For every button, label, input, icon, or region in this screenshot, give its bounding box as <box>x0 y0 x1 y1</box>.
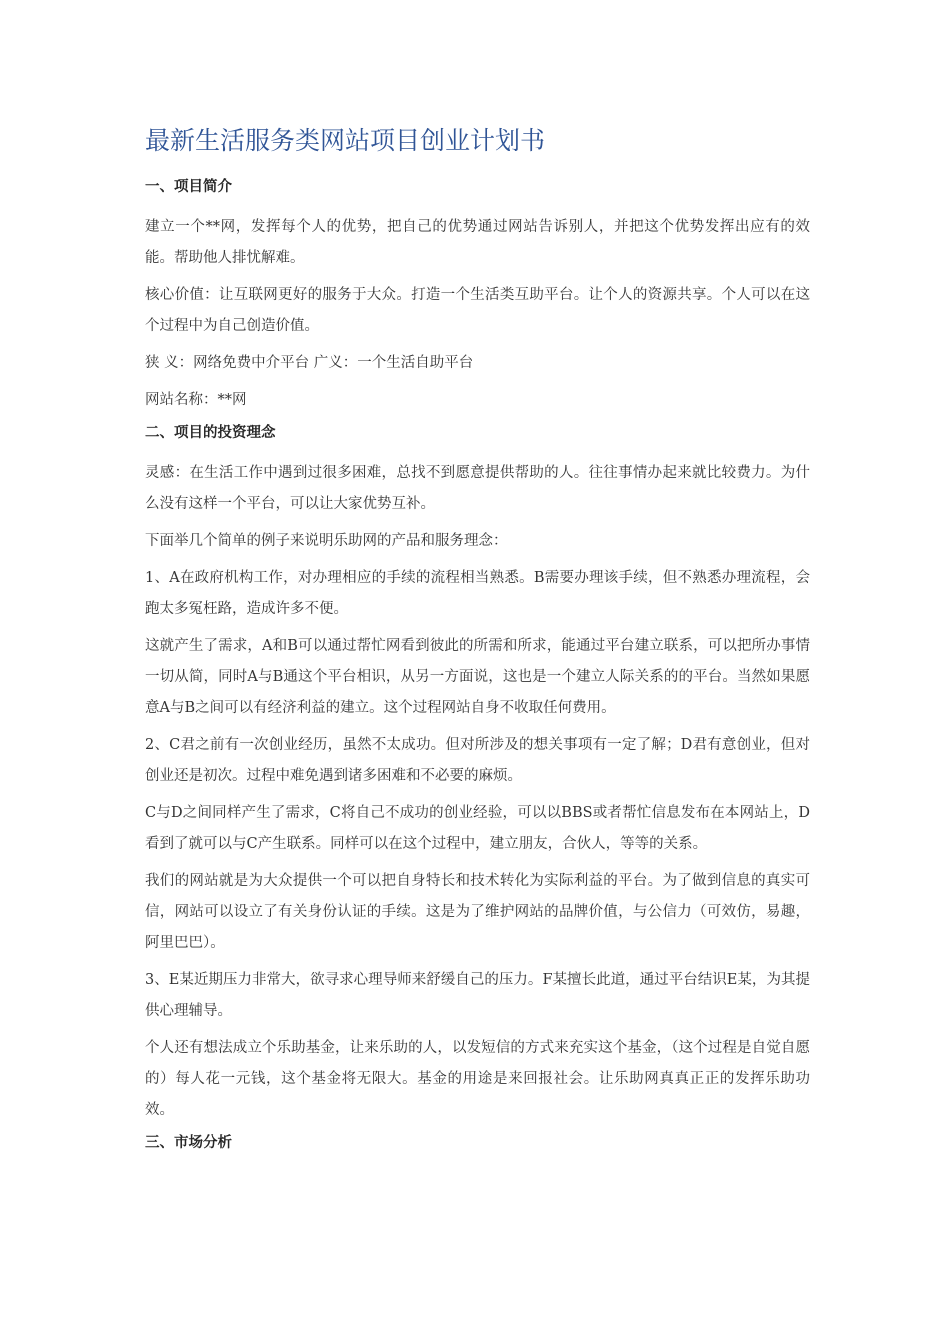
paragraph: 网站名称：**网 <box>145 392 247 408</box>
paragraph: 个人还有想法成立个乐助基金，让来乐助的人，以发短信的方式来充实这个基金，（这个过程是自觉自愿的）每人花一元钱，这个基金将无限大。基金的用途是来回报社会。让乐助网真真正正的发挥乐助功效。 <box>145 1040 810 1118</box>
paragraph: C与D之间同样产生了需求，C将自己不成功的创业经验，可以以BBS或者帮忙信息发布在本网站上，D看到了就可以与C产生联系。同样可以在这个过程中，建立朋友，合伙人，等等的关系。 <box>145 805 810 852</box>
paragraph: 1、A在政府机构工作，对办理相应的手续的流程相当熟悉。B需要办理该手续，但不熟悉办理流程，会跑太多冤枉路，造成许多不便。 <box>145 570 810 617</box>
document-title: 最新生活服务类网站项目创业计划书 <box>145 126 546 155</box>
document-content <box>145 122 810 1168</box>
section-heading-market: 三、市场分析 <box>145 1135 232 1151</box>
paragraph: 2、C君之前有一次创业经历，虽然不太成功。但对所涉及的想关事项有一定了解；D君有意创业，但对创业还是初次。过程中难免遇到诸多困难和不必要的麻烦。 <box>145 737 810 784</box>
paragraph: 下面举几个简单的例子来说明乐助网的产品和服务理念： <box>145 533 508 549</box>
section-heading-investment: 二、项目的投资理念 <box>145 425 276 441</box>
paragraph: 建立一个**网，发挥每个人的优势，把自己的优势通过网站告诉别人，并把这个优势发挥出应有的效能。帮助他人排忧解难。 <box>145 219 810 266</box>
paragraph: 核心价值：让互联网更好的服务于大众。打造一个生活类互助平台。让个人的资源共享。个人可以在这个过程中为自己创造价值。 <box>145 287 810 334</box>
section-heading-intro: 一、项目简介 <box>145 179 232 195</box>
paragraph: 我们的网站就是为大众提供一个可以把自身特长和技术转化为实际利益的平台。为了做到信息的真实可信，网站可以设立了有关身份认证的手续。这是为了维护网站的品牌价值，与公信力（可效仿，易趣，阿里巴巴）。 <box>145 873 810 951</box>
paragraph: 这就产生了需求，A和B可以通过帮忙网看到彼此的所需和所求，能通过平台建立联系，可以把所办事情一切从简，同时A与B通这个平台相识，从另一方面说，这也是一个建立人际关系的的平台。当然如果愿意A与B之间可以有经济利益的建立。这个过程网站自身不收取任何费用。 <box>145 638 810 716</box>
paragraph: 灵感：在生活工作中遇到过很多困难，总找不到愿意提供帮助的人。往往事情办起来就比较费力。为什么没有这样一个平台，可以让大家优势互补。 <box>145 465 810 512</box>
paragraph: 狭 义：网络免费中介平台 广义：一个生活自助平台 <box>145 355 474 371</box>
paragraph: 3、E某近期压力非常大，欲寻求心理导师来舒缓自己的压力。F某擅长此道，通过平台结识E某，为其提供心理辅导。 <box>145 972 810 1019</box>
